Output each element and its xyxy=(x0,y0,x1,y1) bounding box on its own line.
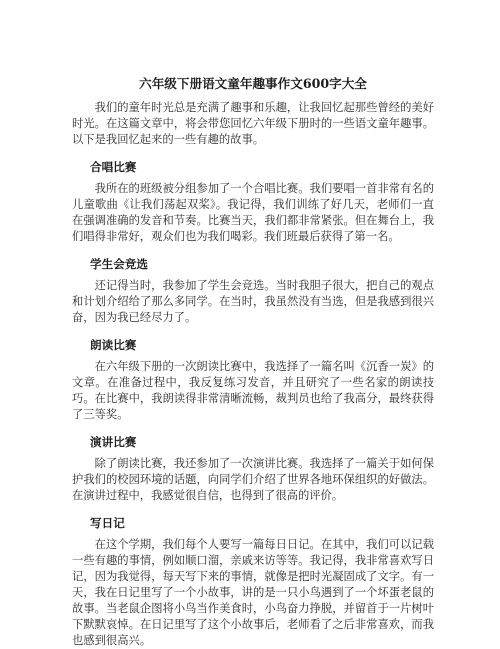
intro-paragraph: 我们的童年时光总是充满了趣事和乐趣，让我回忆起那些曾经的美好时光。在这篇文章中，将会带您回忆六年级下册时的一些语文童年趣事。以下是我回忆起来的一些有趣的故事。 xyxy=(72,101,434,146)
section-heading: 学生会竞选 xyxy=(90,257,148,271)
section-heading: 朗读比赛 xyxy=(90,338,137,352)
section-diary xyxy=(72,516,434,649)
section-paragraph: 我所在的班级被分组参加了一个合唱比赛。我们要唱一首非常有名的儿童歌曲《让我们荡起双桨》。我记得，我们训练了好几天，老师们一直在强调准确的发音和节奏。比赛当天，我们都非常紧张。但在舞台上，我们唱得非常好，观众们也为我们喝彩。我们班最后获得了第一名。 xyxy=(72,182,434,243)
section-paragraph: 在这个学期，我们每个人要写一篇每日日记。在其中，我们可以记载一些有趣的事情，例如顺口溜，亲戚来访等等。我记得，我非常喜欢写日记，因为我觉得，每天写下来的事情，就像是把时光凝固成了文字。有一天，我在日记里写了一个小故事，讲的是一只小鸟遇到了一个坏蛋老鼠的故事。当老鼠企图将小鸟当作美食时，小鸟奋力挣脱，并留首于一片树叶下默默哀悼。在日记里写了这个小故事后，老师看了之后非常喜欢，而我也感到很高兴。 xyxy=(72,538,434,647)
section-heading: 合唱比赛 xyxy=(90,160,137,174)
section-student-council xyxy=(72,257,434,326)
section-reading-contest xyxy=(72,338,434,423)
section-paragraph: 还记得当时，我参加了学生会竞选。当时我胆子很大，把自己的观点和计划介绍给了那么多同学。在当时，我虽然没有当选，但是我感到很兴奋，因为我已经尽力了。 xyxy=(72,279,434,324)
section-chorus xyxy=(72,160,434,245)
section-paragraph: 在六年级下册的一次朗读比赛中，我选择了一篇名叫《沉香一炭》的文章。在准备过程中，我反复练习发音，并且研究了一些名家的朗读技巧。在比赛中，我朗读得非常清晰流畅，裁判员也给了我高分，最终获得了三等奖。 xyxy=(72,360,434,421)
article-title: 六年级下册语文童年趣事作文600字大全 xyxy=(139,76,367,91)
section-heading: 写日记 xyxy=(90,516,125,530)
section-paragraph: 除了朗读比赛，我还参加了一次演讲比赛。我选择了一篇关于如何保护我们的校园环境的话题，向同学们介绍了世界各地环保组织的好做法。在演讲过程中，我感觉很自信，也得到了很高的评价。 xyxy=(72,457,434,502)
section-heading: 演讲比赛 xyxy=(90,435,137,449)
section-speech-contest xyxy=(72,435,434,504)
article-page xyxy=(72,0,434,647)
